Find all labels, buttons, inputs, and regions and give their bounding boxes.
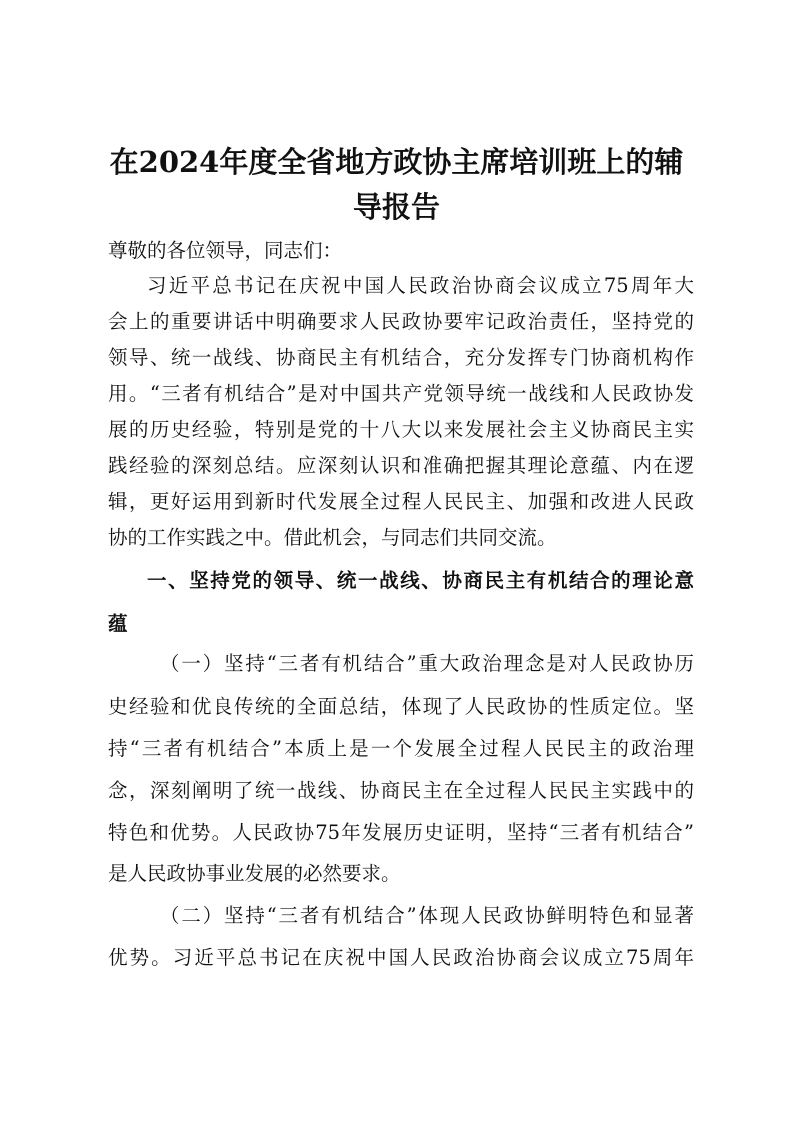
intro-line: 展的历史经验，特别是党的十八大以来发展社会主义协商民主实 [108,418,694,441]
paragraph-line: 持“三者有机结合”本质上是一个发展全过程人民民主的政治理 [108,737,694,760]
paragraph-line: 史经验和优良传统的全面总结，体现了人民政协的性质定位。坚 [108,695,694,718]
section-heading-line-1: 一、坚持党的领导、统一战线、协商民主有机结合的理论意 [147,569,694,592]
paragraph-line: （一）坚持“三者有机结合”重大政治理念是对人民政协历 [160,652,694,675]
paragraph-line: 念，深刻阐明了统一战线、协商民主在全过程人民民主实践中的 [108,779,694,802]
intro-line: 用。“三者有机结合”是对中国共产党领导统一战线和人民政协发 [108,382,694,405]
paragraph-line: 是人民政协事业发展的必然要求。 [108,862,401,885]
document-title-line-1: 在2024年度全省地方政协主席培训班上的辅 [109,145,684,179]
intro-line: 辑，更好运用到新时代发展全过程人民民主、加强和改进人民政 [108,490,694,513]
intro-line: 会上的重要讲话中明确要求人民政协要牢记政治责任，坚持党的 [108,310,694,333]
intro-line: 领导、统一战线、协商民主有机结合，充分发挥专门协商机构作 [108,346,694,369]
document-title-line-2: 导报告 [352,190,440,224]
section-heading-line-2: 蕴 [108,612,128,635]
intro-line: 习近平总书记在庆祝中国人民政治协商会议成立75周年大 [147,274,694,297]
paragraph-line: 优势。习近平总书记在庆祝中国人民政治协商会议成立75周年 [108,946,694,969]
paragraph-line: 特色和优势。人民政协75年发展历史证明，坚持“三者有机结合” [108,821,694,844]
intro-line: 协的工作实践之中。借此机会，与同志们共同交流。 [108,526,557,549]
salutation: 尊敬的各位领导，同志们： [108,239,343,262]
paragraph-line: （二）坚持“三者有机结合”体现人民政协鲜明特色和显著 [160,904,694,927]
intro-line: 践经验的深刻总结。应深刻认识和准确把握其理论意蕴、内在逻 [108,454,694,477]
